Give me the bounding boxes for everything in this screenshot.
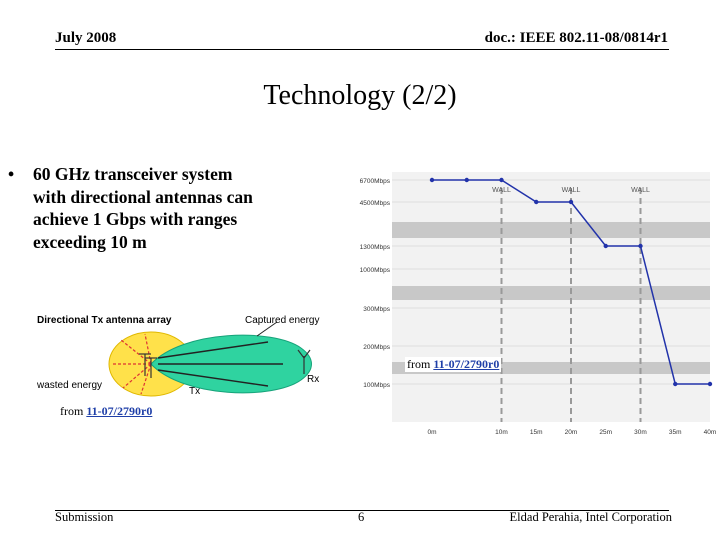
y-tick-label: 200Mbps [363,344,390,351]
antenna-caption-prefix: from [60,404,87,418]
rx-label: Rx [307,374,320,385]
range-chart-svg [342,170,720,440]
x-tick-label: 0m [427,429,437,436]
bullet-line: exceeding 10 m [33,231,147,252]
x-tick-label: 20m [564,429,578,436]
wall-label: WALL [561,187,581,194]
y-tick-label: 1300Mbps [359,244,390,251]
grid-band [392,222,710,238]
antenna-figure [33,306,333,398]
antenna-caption [60,404,152,419]
chart-caption-prefix: from [407,357,434,371]
wall-label: WALL [631,187,650,194]
x-tick-label: 30m [634,429,647,436]
slide-title: Technology (2/2) [263,80,457,111]
bullet-text [33,163,333,253]
bullet-line: achieve 1 Gbps with ranges [33,209,238,229]
antenna-figure-title: Directional Tx antenna array [37,315,172,326]
footer-submission: Submission [55,510,114,524]
x-tick-label: 35m [668,429,682,436]
range-chart [342,170,720,440]
wasted-energy-label: wasted energy [37,380,103,391]
data-point [638,244,642,248]
bullet-line: 60 GHz transceiver system [33,164,233,184]
data-point [534,200,538,204]
data-point [604,244,608,248]
chart-source-link[interactable]: 11-07/2790r0 [433,357,500,371]
header-rule [55,49,669,50]
wall-label: WALL [492,187,511,194]
x-tick-label: 15m [529,429,543,436]
bullet-line: with directional antennas can [33,186,253,207]
data-point [465,178,469,182]
footer-page-number: 6 [358,510,365,524]
header-date: July 2008 [55,30,117,46]
y-tick-label: 100Mbps [363,382,390,389]
y-tick-label: 4500Mbps [359,200,390,207]
x-tick-label: 25m [599,429,613,436]
grid-band [392,286,710,300]
y-tick-label: 300Mbps [363,306,390,313]
chart-caption [405,357,501,372]
y-tick-label: 1000Mbps [359,267,390,274]
captured-energy-label: Captured energy [245,315,320,326]
data-point [673,382,677,386]
footer-author: Eldad Perahia, Intel Corporation [509,510,672,524]
x-tick-label: 40m [703,429,717,436]
data-point [430,178,434,182]
antenna-diagram [33,306,333,398]
data-point [569,200,573,204]
bullet-marker: • [8,164,15,184]
y-tick-label: 6700Mbps [359,178,390,185]
data-point [708,382,712,386]
antenna-source-link[interactable]: 11-07/2790r0 [86,404,153,418]
x-tick-label: 10m [495,429,508,436]
data-point [499,178,503,182]
header-doc-id: doc.: IEEE 802.11-08/0814r1 [484,30,668,46]
tx-label: Tx [189,386,201,397]
